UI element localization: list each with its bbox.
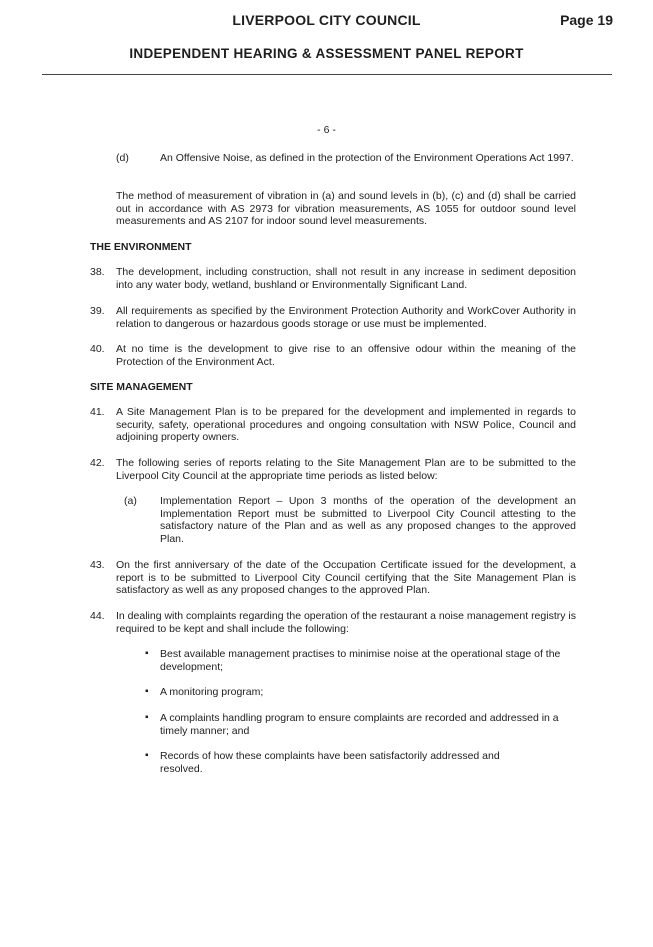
condition-44-text: In dealing with complaints regarding the operation of the restaurant a noise management registry is required to be kept and shall include the following: bbox=[116, 610, 576, 635]
condition-42a bbox=[124, 495, 576, 545]
item-d-label: (d) bbox=[116, 152, 129, 164]
condition-39-text: All requirements as specified by the Environment Protection Authority and WorkCover Authority in relation to dangerous or hazardous goods storage or use must be implemented. bbox=[116, 305, 576, 330]
condition-43 bbox=[90, 559, 576, 597]
bullet-item-2 bbox=[145, 686, 576, 699]
condition-42 bbox=[90, 457, 576, 482]
page-number: - 6 - bbox=[317, 124, 336, 136]
bullet-marker: ▪ bbox=[145, 750, 149, 761]
condition-38-number: 38. bbox=[90, 266, 105, 278]
condition-38 bbox=[90, 266, 576, 291]
bullet-marker: ▪ bbox=[145, 686, 149, 697]
header-page-number: Page 19 bbox=[560, 12, 613, 28]
condition-39 bbox=[90, 305, 576, 330]
bullet-text-4: Records of how these complaints have been satisfactorily addressed and resolved. bbox=[160, 750, 500, 775]
bullet-text-3: A complaints handling program to ensure complaints are recorded and addressed in a timely manner; and bbox=[160, 712, 559, 737]
condition-42-text: The following series of reports relating to the Site Management Plan are to be submitted to the Liverpool City Council at the appropriate time periods as listed below: bbox=[116, 457, 576, 482]
section-heading-site-management: SITE MANAGEMENT bbox=[90, 381, 193, 393]
bullet-item-4 bbox=[145, 750, 576, 775]
bullet-item-1 bbox=[145, 648, 576, 673]
bullet-text-2: A monitoring program; bbox=[160, 686, 264, 698]
condition-43-number: 43. bbox=[90, 559, 105, 571]
condition-41 bbox=[90, 406, 576, 444]
condition-44-number: 44. bbox=[90, 610, 105, 622]
item-d bbox=[116, 152, 576, 165]
bullet-marker: ▪ bbox=[145, 648, 149, 659]
bullet-item-3 bbox=[145, 712, 576, 737]
item-d-text: An Offensive Noise, as defined in the protection of the Environment Operations Act 1997. bbox=[160, 152, 574, 164]
condition-40-text: At no time is the development to give rise to an offensive odour within the meaning of the Protection of the Environment Act. bbox=[116, 343, 576, 368]
condition-42-number: 42. bbox=[90, 457, 105, 469]
section-heading-environment: THE ENVIRONMENT bbox=[90, 241, 192, 253]
bullet-text-1: Best available management practises to minimise noise at the operational stage of the development; bbox=[160, 648, 561, 673]
condition-42a-text: Implementation Report – Upon 3 months of the operation of the development an Implementation Report must be submitted to Liverpool City Council attesting to the satisfactory nature of the Plan and as well as any proposed changes to the approved Plan. bbox=[160, 495, 576, 545]
vibration-paragraph: The method of measurement of vibration in (a) and sound levels in (b), (c) and (d) shall be carried out in accordance with AS 2973 for vibration measurements, AS 1055 for outdoor sound level measurements and AS 2107 for indoor sound level measurements. bbox=[116, 190, 576, 227]
condition-40-number: 40. bbox=[90, 343, 105, 355]
condition-42a-label: (a) bbox=[124, 495, 137, 507]
header-subtitle: INDEPENDENT HEARING & ASSESSMENT PANEL REPORT bbox=[129, 46, 524, 61]
condition-44 bbox=[90, 610, 576, 635]
condition-41-number: 41. bbox=[90, 406, 105, 418]
header-title: LIVERPOOL CITY COUNCIL bbox=[232, 12, 421, 28]
bullet-marker: ▪ bbox=[145, 712, 149, 723]
condition-40 bbox=[90, 343, 576, 368]
condition-43-text: On the first anniversary of the date of the Occupation Certificate issued for the development, a report is to be submitted to Liverpool City Council certifying that the Site Management Plan is satisfactory as well as any proposed changes to the approved Plan. bbox=[116, 559, 576, 596]
condition-39-number: 39. bbox=[90, 305, 105, 317]
condition-38-text: The development, including construction, shall not result in any increase in sediment deposition into any water body, wetland, bushland or Environmentally Significant Land. bbox=[116, 266, 576, 291]
condition-41-text: A Site Management Plan is to be prepared for the development and implemented in regards to security, safety, operational procedures and ongoing consultation with NSW Police, Council and adjoining property owners. bbox=[116, 406, 576, 443]
header-rule bbox=[42, 74, 612, 75]
